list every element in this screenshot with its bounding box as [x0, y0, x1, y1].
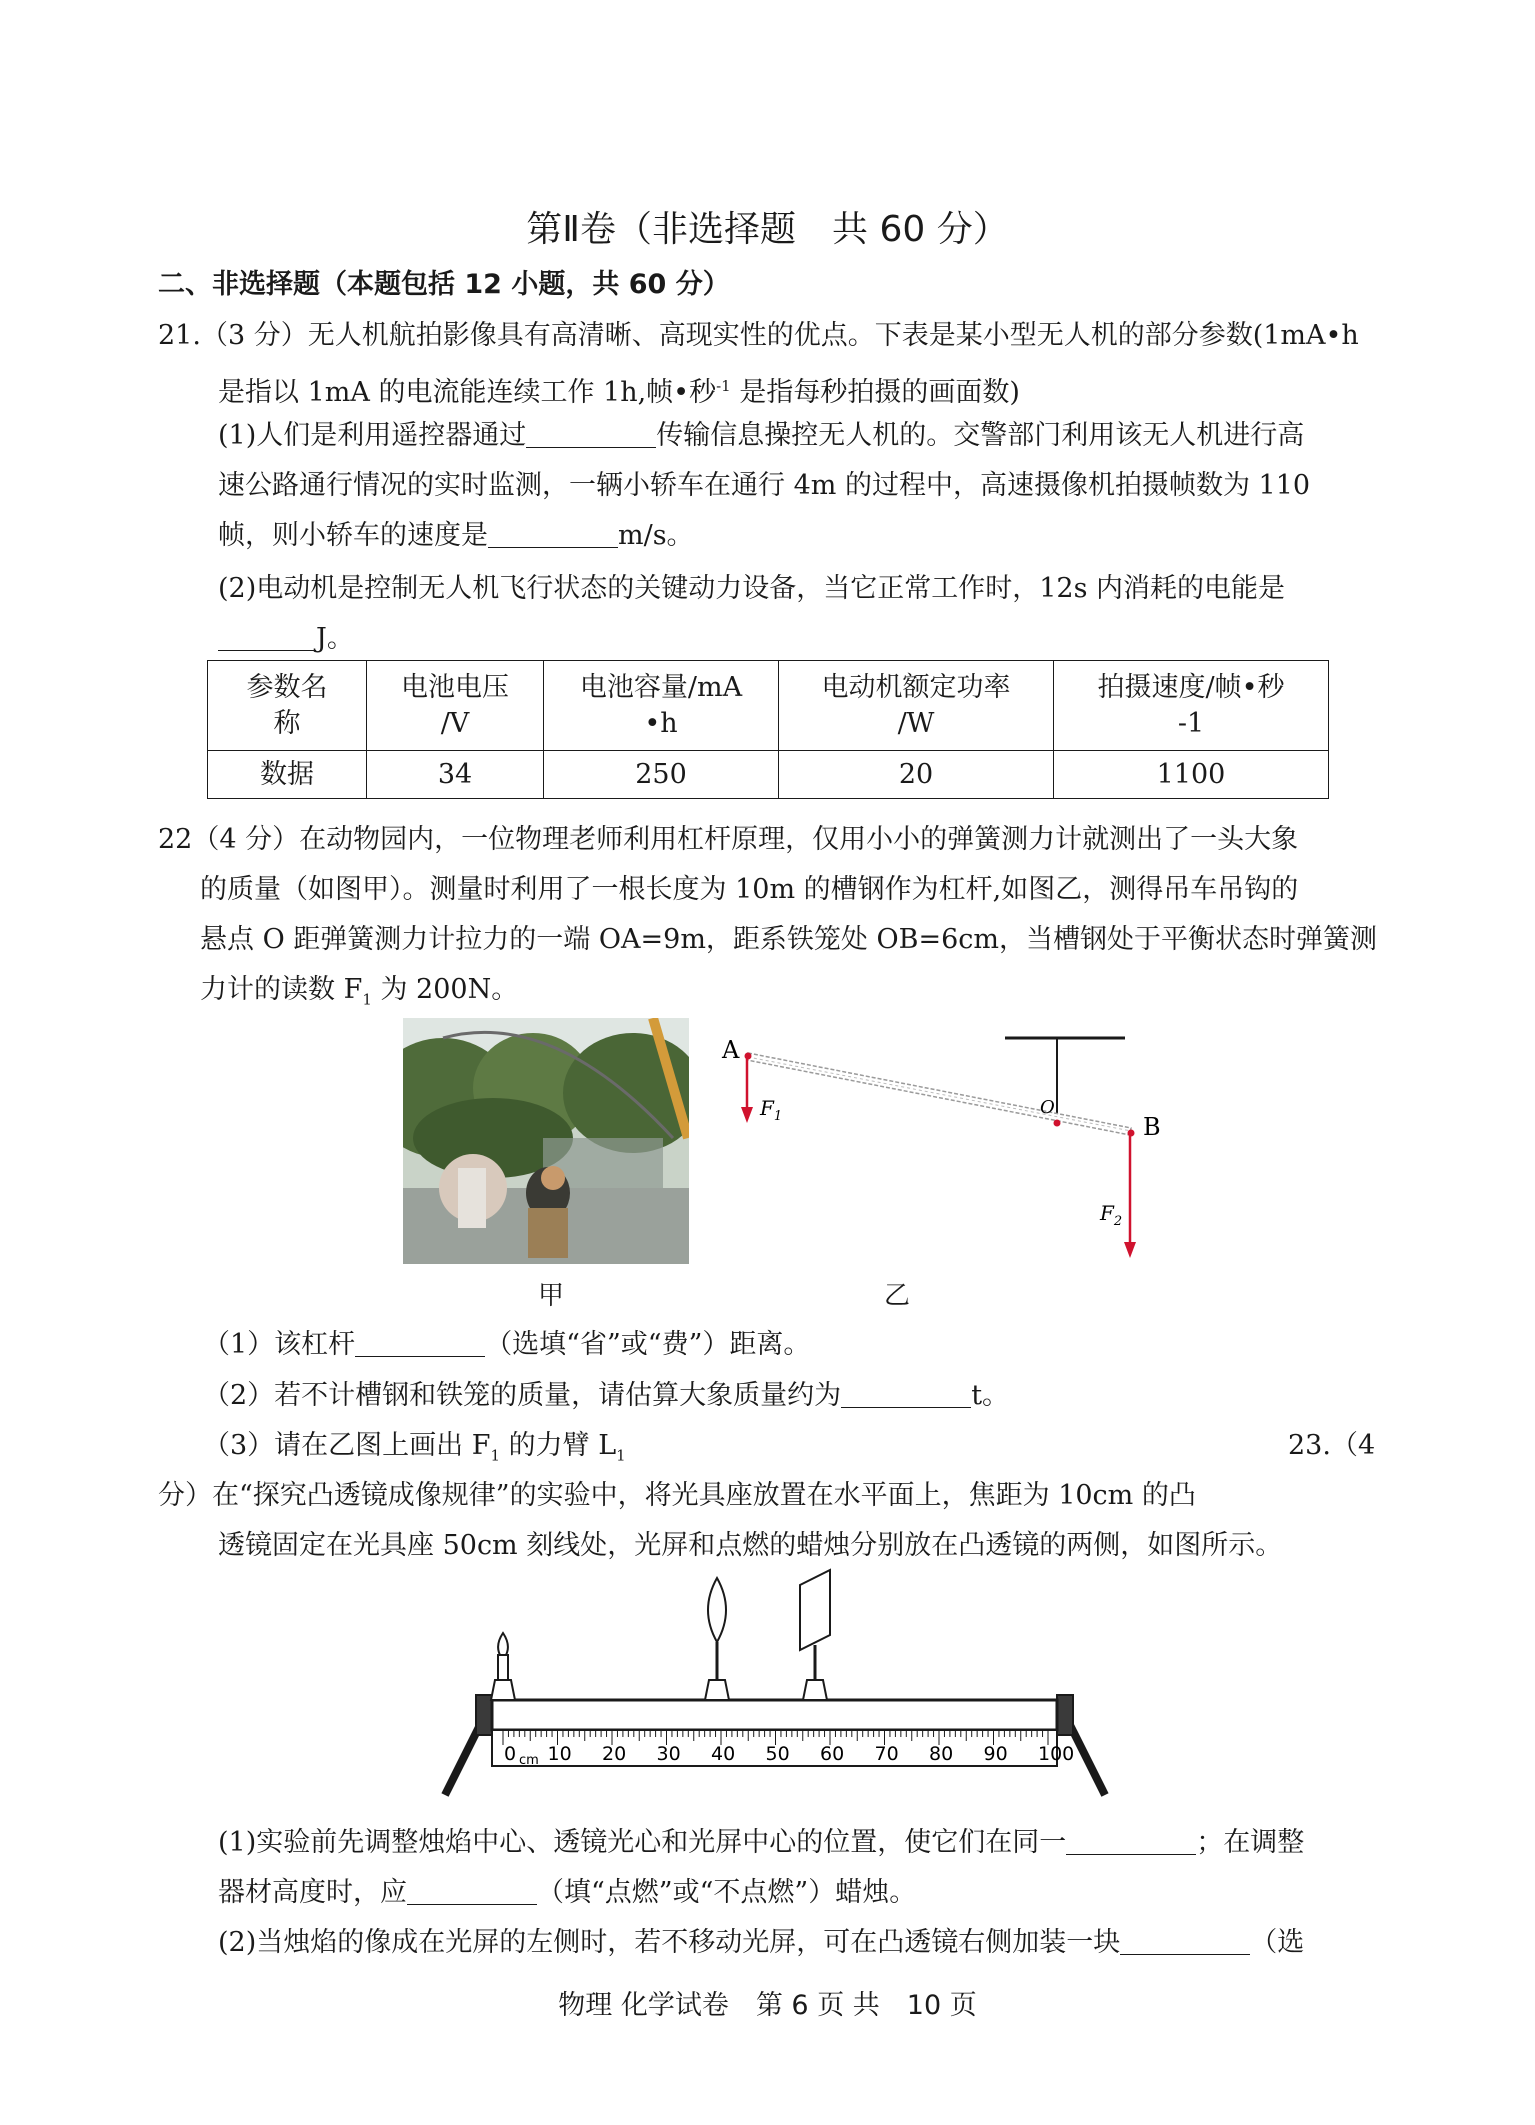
label-o: O	[1040, 1097, 1055, 1118]
parameter-table	[207, 660, 1329, 799]
candle-icon	[491, 1633, 515, 1700]
q22-line-4: 力计的读数 $F_1$ 为 200N。	[200, 974, 519, 1009]
bench-rail	[492, 1700, 1057, 1730]
ruler-label: 50	[765, 1743, 790, 1765]
bench-end-left	[476, 1695, 492, 1735]
q21-line-1: 21.（3 分）无人机航拍影像具有高清晰、高现实性的优点。下表是某小型无人机的部分参数(1mA•h	[158, 320, 1359, 351]
q22-part-2: （2）若不计槽钢和铁笼的质量，请估算大象质量约为 t。	[203, 1376, 1009, 1416]
ruler-label: 30	[656, 1743, 681, 1765]
label-f2: $F_2$	[1100, 1201, 1123, 1229]
ruler-label: 60	[820, 1743, 845, 1765]
table-header-cell: 电动机额定功率 /W	[779, 661, 1054, 751]
screen-icon	[800, 1570, 830, 1700]
table-header-cell: 拍摄速度/帧•秒 -1	[1054, 661, 1329, 751]
optical-bench-diagram	[440, 1560, 1130, 1800]
answer-blank[interactable]	[407, 1874, 537, 1905]
q22-line-3: 悬点 O 距弹簧测力计拉力的一端 OA=9m，距系铁笼处 OB=6cm，当槽钢处于平衡状态时弹簧测	[200, 924, 1378, 955]
q23-part-2: (2)当烛焰的像成在光屏的左侧时，若不移动光屏，可在凸透镜右侧加装一块 （选	[218, 1923, 1304, 1963]
ruler-label: 10	[547, 1743, 572, 1765]
point-o	[1054, 1120, 1061, 1127]
q21-line-5: 帧，则小轿车的速度是 m/s。	[218, 516, 694, 556]
elephant-weighing-photo	[403, 1018, 689, 1264]
page-title: 第Ⅱ卷（非选择题 共 60 分）	[526, 209, 1009, 250]
q22-part-3: （3）请在乙图上画出 $F_1$ 的力臂 $L_1$	[203, 1430, 626, 1465]
q23-line-2: 透镜固定在光具座 50cm 刻线处，光屏和点燃的蜡烛分别放在凸透镜的两侧，如图所示。	[218, 1530, 1283, 1561]
answer-blank[interactable]	[1120, 1924, 1250, 1955]
bench-end-right	[1057, 1695, 1073, 1735]
lever-diagram	[700, 1015, 1170, 1275]
q21-part-2: (2)电动机是控制无人机飞行状态的关键动力设备，当它正常工作时，12s 内消耗的电能是	[218, 573, 1286, 604]
table-cell: 20	[779, 751, 1054, 799]
answer-blank[interactable]	[1066, 1824, 1196, 1855]
q21-line-7: J。	[218, 619, 354, 659]
answer-blank[interactable]	[526, 417, 656, 448]
figure-caption-jia: 甲	[538, 1281, 565, 1311]
q22-line-2: 的质量（如图甲）。测量时利用了一根长度为 10m 的槽钢作为杠杆,如图乙，测得吊车吊钩的	[200, 874, 1299, 905]
bench-leg-left	[445, 1725, 480, 1795]
ruler-label: 80	[929, 1743, 954, 1765]
figure-caption-yi: 乙	[884, 1281, 911, 1311]
ruler-label: 90	[983, 1743, 1008, 1765]
table-cell: 1100	[1054, 751, 1329, 799]
label-b: B	[1143, 1113, 1161, 1141]
q21-line-4: 速公路通行情况的实时监测，一辆小轿车在通行 4m 的过程中，高速摄像机拍摄帧数为 110	[218, 470, 1311, 501]
table-row-label: 数据	[208, 751, 367, 799]
q21-line-2: 是指以 1mA 的电流能连续工作 1h,帧•秒$^{-1}$ 是指每秒拍摄的画面数)	[218, 377, 1020, 408]
ruler-label: 0	[504, 1743, 517, 1765]
answer-blank[interactable]	[841, 1377, 971, 1408]
q23-part-1: (1)实验前先调整烛焰中心、透镜光心和光屏中心的位置，使它们在同一 ；在调整	[218, 1823, 1304, 1863]
table-cell: 34	[367, 751, 544, 799]
q23-line-4: 器材高度时，应 （填“点燃”或“不点燃”）蜡烛。	[218, 1873, 916, 1913]
ruler-label: 100	[1038, 1743, 1075, 1765]
bench-leg-right	[1070, 1725, 1105, 1795]
ruler-label: 20	[602, 1743, 627, 1765]
section-heading: 二、非选择题（本题包括 12 小题，共 60 分）	[158, 269, 730, 300]
answer-blank[interactable]	[218, 620, 316, 651]
page-footer: 物理 化学试卷 第 6 页 共 10 页	[558, 1990, 977, 2021]
label-a: A	[722, 1036, 740, 1064]
label-f1: $F_1$	[760, 1096, 783, 1124]
answer-blank[interactable]	[488, 517, 618, 548]
ruler-label: 70	[874, 1743, 899, 1765]
ruler-label: 40	[711, 1743, 736, 1765]
q21-part-1: (1)人们是利用遥控器通过 传输信息操控无人机的。交警部门利用该无人机进行高	[218, 416, 1304, 456]
table-header-cell: 电池容量/mA •h	[544, 661, 779, 751]
table-header-cell: 电池电压 /V	[367, 661, 544, 751]
table-header-cell: 参数名 称	[208, 661, 367, 751]
q23-line-1: 分）在“探究凸透镜成像规律”的实验中，将光具座放置在水平面上，焦距为 10cm 的凸	[158, 1480, 1196, 1511]
lens-icon	[705, 1578, 729, 1700]
ruler-unit: cm	[519, 1753, 539, 1768]
table-cell: 250	[544, 751, 779, 799]
q22-line-1: 22（4 分）在动物园内，一位物理老师利用杠杆原理，仅用小小的弹簧测力计就测出了一头大象	[158, 824, 1299, 855]
answer-blank[interactable]	[355, 1326, 485, 1357]
q22-part-1: （1）该杠杆 （选填“省”或“费”）距离。	[203, 1325, 810, 1365]
q23-number: 23.（4	[1288, 1430, 1376, 1461]
